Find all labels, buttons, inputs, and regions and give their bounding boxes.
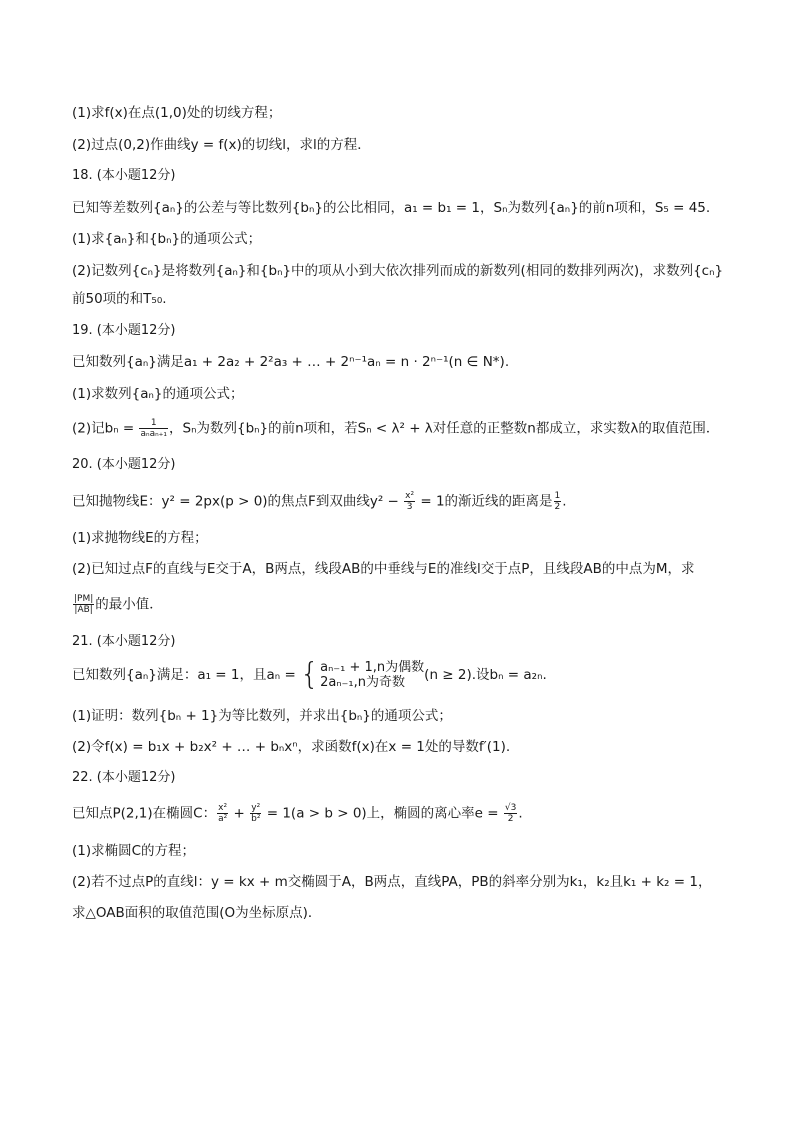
q18-heading: 18. (本小题12分) [72,168,176,183]
q21-part1: (1)证明：数列{bₙ + 1}为等比数列，并求出{bₙ}的通项公式； [72,708,452,724]
piecewise-cases [320,660,424,690]
q20-part1: (1)求抛物线E的方程； [72,530,208,546]
q20-stem-after: . [562,493,567,510]
q20-part2-line1: (2)已知过点F的直线与E交于A，B两点，线段AB的中垂线与E的准线l交于点P，且线段AB的中点为M，求 [72,561,695,577]
q21-stem-before: 已知数列{aₙ}满足：a₁ = 1，且aₙ = [72,667,301,683]
fraction-denominator: 3 [406,502,413,512]
case-odd: 2aₙ₋₁,n为奇数 [320,675,406,690]
fraction [73,594,94,615]
q20-stem-middle: = 1的渐近线的距离是 [416,493,553,510]
fraction [250,803,261,824]
q22-part2-line2: 求△OAB面积的取值范围(O为坐标原点)． [72,905,322,921]
fraction [139,418,168,439]
q21-stem-after: (n ≥ 2).设bₙ = a₂ₙ. [424,667,547,683]
q19-stem: 已知数列{aₙ}满足a₁ + 2a₂ + 2²a₃ + … + 2ⁿ⁻¹aₙ = n · 2ⁿ⁻¹(n ∈ N*). [72,354,510,370]
case-even: aₙ₋₁ + 1,n为偶数 [320,660,425,675]
q20-heading: 20. (本小题12分) [72,457,176,472]
q22-stem-middle: = 1(a > b > 0)上，椭圆的离心率e = [262,805,503,822]
q22-heading: 22. (本小题12分) [72,770,176,785]
q22-part1: (1)求椭圆C的方程； [72,843,196,859]
q19-part2 [72,418,719,439]
q18-stem: 已知等差数列{aₙ}的公差与等比数列{bₙ}的公比相同，a₁ = b₁ = 1，Sₙ为数列{aₙ}的前n项和，S₅ = 45. [72,200,711,216]
q22-stem [72,803,523,824]
fraction-denominator: 2 [554,502,561,512]
fraction-denominator: a² [218,814,228,824]
fraction-denominator: aₙaₙ₊₁ [140,429,168,439]
fraction [404,491,415,512]
q22-stem-after: . [518,805,523,822]
q21-stem [72,657,547,694]
q22-part2-line1: (2)若不过点P的直线l：y = kx + m交椭圆于A，B两点，直线PA，PB的斜率分别为k₁，k₂且k₁ + k₂ = 1， [72,874,712,890]
q20-stem [72,491,567,512]
q18-part2-line2: 前50项的和T₅₀. [72,291,167,307]
fraction-numerator: x² [405,491,415,501]
fraction-numerator: |PM| [74,594,94,604]
fraction-numerator: x² [218,803,228,813]
fraction-denominator: |AB| [74,605,93,615]
q19-heading: 19. (本小题12分) [72,323,176,338]
fraction [554,491,562,512]
left-brace: { [300,657,320,692]
q22-plus: + [229,805,250,822]
q20-stem-before: 已知抛物线E：y² = 2px(p > 0)的焦点F到双曲线y² − [72,493,404,510]
q20-part2-after: 的最小值． [95,596,163,613]
fraction-numerator: 1 [554,491,561,501]
q19-part1: (1)求数列{aₙ}的通项公式； [72,386,244,402]
fraction [504,803,517,824]
q18-part2-line1: (2)记数列{cₙ}是将数列{aₙ}和{bₙ}中的项从小到大依次排列而成的新数列(相同的数排列两次)，求数列{cₙ} [72,263,724,279]
q18-part1: (1)求{aₙ}和{bₙ}的通项公式； [72,231,262,247]
fraction-numerator: y² [251,803,261,813]
fraction-numerator: 1 [139,418,168,429]
q19-part2-after: ，Sₙ为数列{bₙ}的前n项和，若Sₙ < λ² + λ对任意的正整数n都成立，求实数λ的取值范围． [169,420,720,437]
q21-heading: 21. (本小题12分) [72,634,176,649]
q17-part1: (1)求f(x)在点(1,0)处的切线方程； [72,105,282,121]
q17-part2: (2)过点(0,2)作曲线y = f(x)的切线l，求l的方程． [72,137,371,153]
fraction [217,803,228,824]
fraction-numerator: √3 [504,803,517,813]
q22-stem-before: 已知点P(2,1)在椭圆C： [72,805,217,822]
fraction-denominator: 2 [507,814,514,824]
q19-part2-before: (2)记bₙ = [72,420,139,437]
fraction-denominator: b² [251,814,261,824]
q21-part2: (2)令f(x) = b₁x + b₂x² + … + bₙxⁿ，求函数f(x)在x = 1处的导数f′(1). [72,739,511,755]
q20-part2-line2 [72,594,163,615]
